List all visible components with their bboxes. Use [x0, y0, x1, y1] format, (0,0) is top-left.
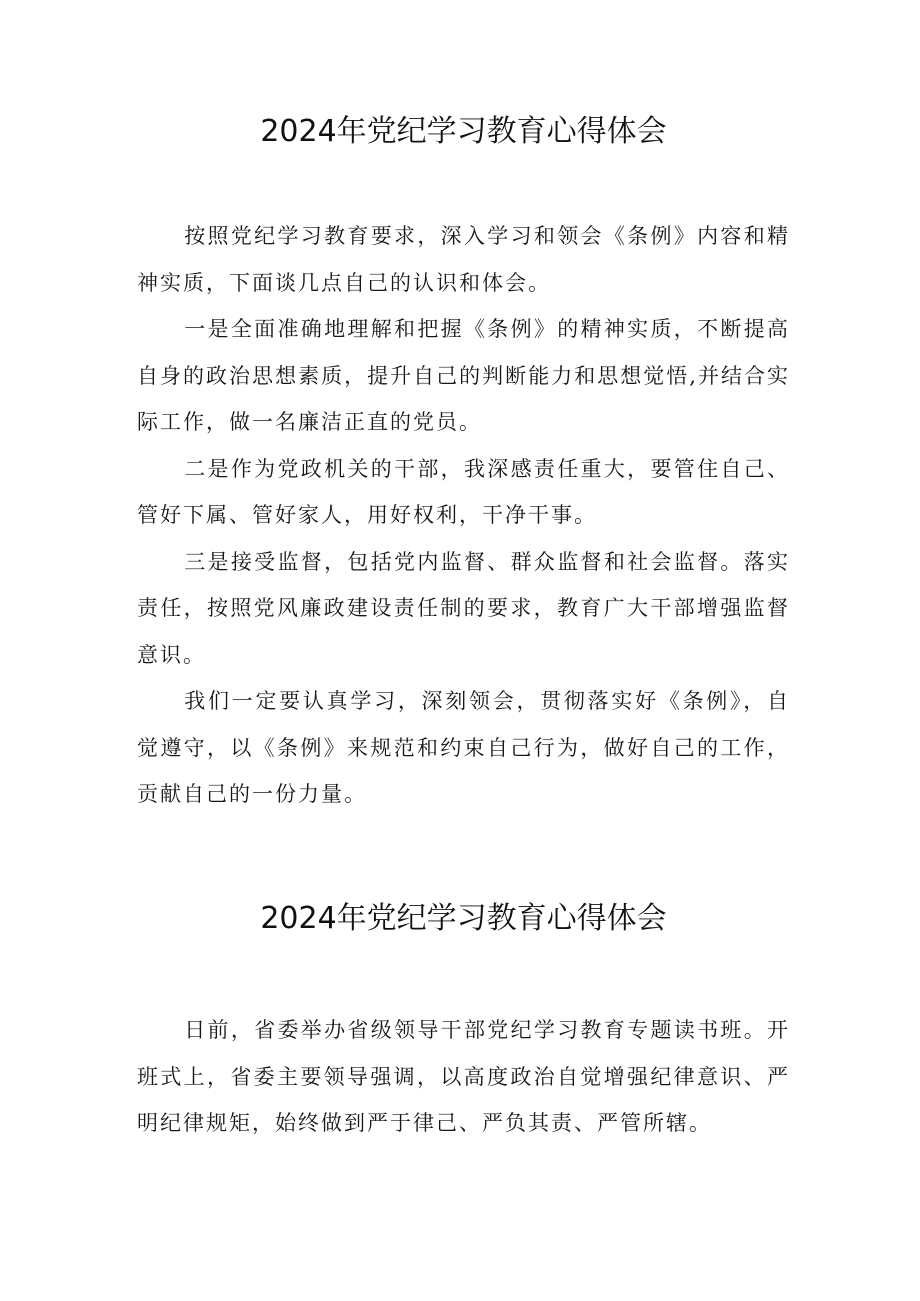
document-section-2	[137, 895, 790, 1147]
document-title: 2024年党纪学习教育心得体会	[260, 114, 667, 149]
document-body	[137, 213, 790, 818]
body-paragraph: 三是接受监督，包括党内监督、群众监督和社会监督。落实责任，按照党风廉政建设责任制的要求，教育广大干部增强监督意识。	[137, 549, 790, 667]
body-paragraph: 日前，省委举办省级领导干部党纪学习教育专题读书班。开班式上，省委主要领导强调，以高度政治自觉增强纪律意识、严明纪律规矩，始终做到严于律己、严负其责、严管所辖。	[137, 1018, 790, 1135]
body-paragraph: 一是全面准确地理解和把握《条例》的精神实质，不断提高自身的政治思想素质，提升自己的判断能力和思想觉悟,并结合实际工作，做一名廉洁正直的党员。	[137, 317, 790, 434]
document-section-1	[137, 108, 790, 818]
body-paragraph: 我们一定要认真学习，深刻领会，贯彻落实好《条例》，自觉遵守，以《条例》来规范和约束自己行为，做好自己的工作，贡献自己的一份力量。	[137, 689, 790, 806]
body-paragraph: 按照党纪学习教育要求，深入学习和领会《条例》内容和精神实质，下面谈几点自己的认识和体会。	[137, 224, 790, 295]
document-title: 2024年党纪学习教育心得体会	[260, 901, 667, 936]
body-paragraph: 二是作为党政机关的干部，我深感责任重大，要管住自己、管好下属、管好家人，用好权利，干净干事。	[137, 456, 790, 527]
document-body	[137, 1007, 790, 1147]
